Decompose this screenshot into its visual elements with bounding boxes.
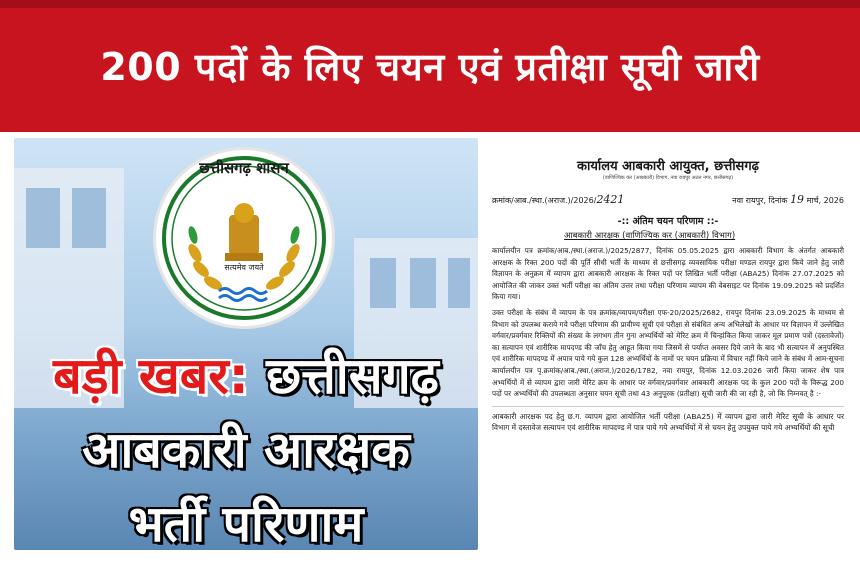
promo-line-1 — [53, 340, 439, 408]
headline-text: 200 पदों के लिए चयन एवं प्रतीक्षा सूची जारी — [100, 45, 760, 89]
background-window — [370, 258, 396, 308]
document-subject: आबकारी आरक्षक (वाणिज्यिक कर (आबकारी) विभाग) — [564, 231, 736, 241]
reference-handwritten-number: 2421 — [596, 193, 625, 206]
promo-line-2: आबकारी आरक्षक — [82, 421, 410, 479]
chhattisgarh-emblem — [156, 150, 332, 326]
banner-top-edge — [0, 0, 860, 8]
background-window — [448, 258, 470, 308]
document-paragraph-2: उक्त परीक्षा के संबंध में व्यापम के पत्र क्रमांक/व्यापम/परीक्षा एफ-20/2025/2682, रायपुर दिनांक 23.09.2025 के माध्यम से विभाग को उपलब्ध कराये गये परीक्षा परिणाम की प्रावीण्य सूची एवं परीक्षा से संबंधित अन्य अभिलेखों के आधार पर विज्ञापन में उल्लेखित वर्गवार/प्रवर्गवार रिक्तियों की संख्या के लगभग तीन गुना अभ्यर्थियों को मेरिट क्रम में चिन्हांकित किया जाकर मूल प्रमाण पत्रों (दस्तावेजों) का सत्यापन एवं शारीरिक मापदण्ड की जाँच हेतु आहूत किया गया जिसमें से पर्याप्त अवसर दिये जाने के बाद भी सत्यापन में अनुपस्थित एवं शारीरिक मापदण्ड में अपात्र पाये गये कुल 128 अभ्यर्थियों के नामों पर चयन प्रक्रिया में विचार नहीं किये जाने के संबंध में आम-सूचना कार्यालयीन पत्र पृ.क्रमांक/आब./स्था.(अराज.)/2026/1782, नवा रायपुर, दिनांक 12.03.2026 जारी किया जाकर शेष पात्र अभ्यर्थियों में से व्यापम द्वारा जारी मेरिट क्रम के आधार पर वर्गवार/प्रवर्गवार आबकारी आरक्षक पद के कुल 200 पदों के विरूद्ध 200 पदों पर अभ्यर्थियों की उपलब्धता अनुसार चयन सूची तथा 43 अनुपूरक (प्रतीक्षा) सूची जारी की जा रही है, जो कि निम्नवत् है :- — [492, 307, 844, 399]
promo-text — [14, 334, 478, 550]
document-footer-text: आबकारी आरक्षक पद हेतु छ.ग. व्यापम द्वारा आयोजित भर्ती परीक्षा (ABA25) में व्यापम द्वारा जारी मेरिट सूची के आधार पर विभाग में दस्तावेज सत्यापन एवं शारीरिक मापदण्ड में पात्र पाये गये अभ्यर्थियों में से चयन हेतु उपयुक्त पाये गये अभ्यर्थियों की सूची — [492, 411, 844, 433]
document-divider — [492, 406, 844, 407]
breaking-news-label: बड़ी खबर: — [53, 347, 249, 405]
reference-prefix: क्रमांक/आब./स्था.(अराज.)/2026/ — [492, 196, 597, 205]
office-subtitle: (वाणिज्यिक कर (आबकारी) विभाग, नवा रायपुर अटल नगर, छत्तीसगढ़) — [602, 175, 734, 181]
promo-image — [14, 138, 478, 550]
document-paragraph-1: कार्यालयीन पत्र क्रमांक/आब./स्था.(अराज.)/2025/2877, दिनांक 05.05.2025 द्वारा आबकारी विभाग के अंतर्गत आबकारी आरक्षक के रिक्त 200 पदों की पूर्ति सीधी भर्ती के माध्यम से छत्तीसगढ़ व्यवसायिक परीक्षा मण्डल रायपुर द्वारा किये जाने हेतु जारी विज्ञापन के अनुक्रम में व्यापम द्वारा आबकारी आरक्षक के रिक्त पदों पर लिखित भर्ती परीक्षा (ABA25) दिनांक 27.07.2025 को आयोजित की जाकर उक्त भर्ती परीक्षा का अंतिम उत्तर तथा परीक्षा परिणाम व्यापम की वेबसाइट पर दिनांक 19.09.2025 को प्रदर्शित किया गया। — [492, 246, 844, 302]
promo-line-3: भर्ती परिणाम — [128, 495, 364, 550]
reference-date — [732, 193, 844, 206]
reference-line — [492, 193, 844, 206]
headline-banner — [0, 0, 860, 132]
background-window — [26, 188, 60, 248]
background-window — [72, 188, 106, 248]
document-title: -:: अंतिम चयन परिणाम ::- — [617, 216, 719, 227]
emblem-motto: सत्यमेव जयते — [224, 263, 264, 272]
date-suffix: मार्च, 2026 — [806, 196, 844, 205]
official-notice-document — [484, 138, 852, 558]
office-name: कार्यालय आबकारी आयुक्त, छत्तीसगढ़ — [577, 159, 759, 174]
emblem-top-text: छत्तीसगढ़ शासन — [199, 159, 289, 177]
emblem-icon — [159, 153, 329, 323]
date-day: 19 — [790, 193, 805, 206]
date-prefix: नवा रायपुर, दिनांक — [732, 196, 788, 205]
background-window — [410, 258, 436, 308]
reference-number — [492, 193, 624, 206]
state-name: छत्तीसगढ़ — [266, 347, 439, 405]
